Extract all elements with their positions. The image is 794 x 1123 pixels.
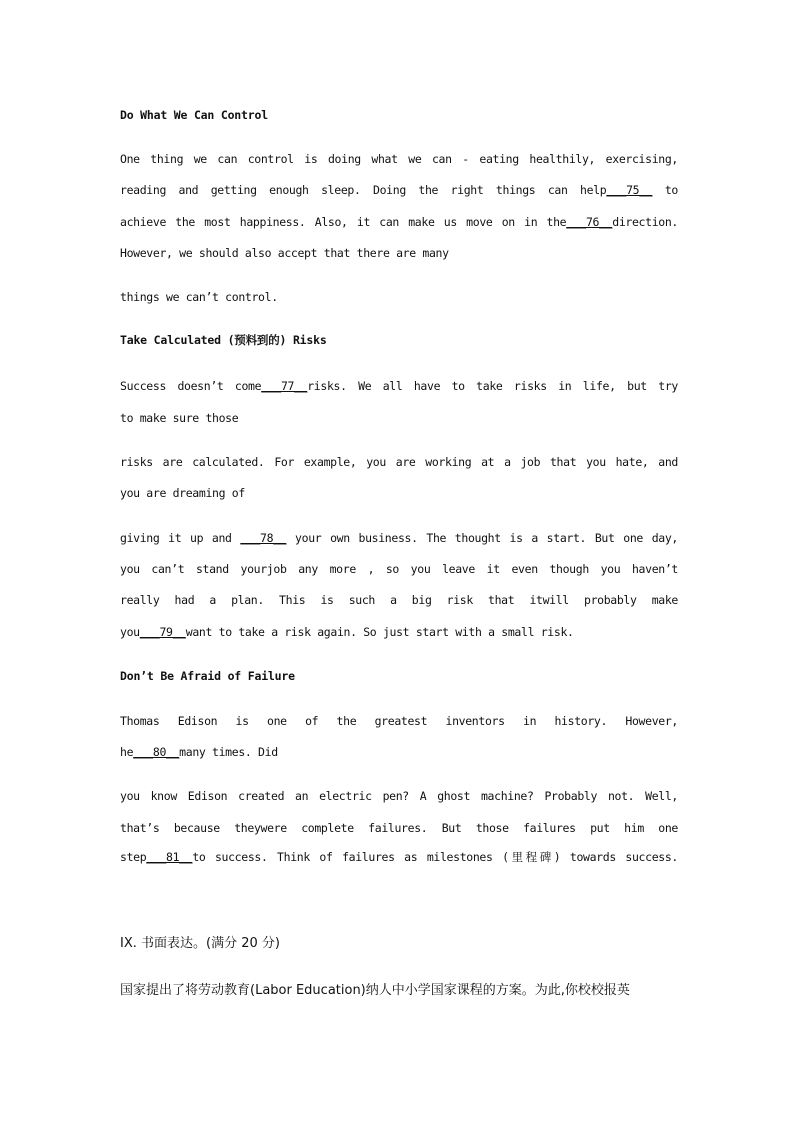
blank-78[interactable]: ___78__ [240,531,287,545]
paragraph-line: you know Edison created an electric pen? A ghost machine? Probably not. Well, [120,789,678,803]
paragraph-line: Success doesn’t come___77__risks. We all have to take risks in life, but try [120,379,678,393]
paragraph-line: to make sure those [120,411,239,425]
blank-77[interactable]: ___77__ [261,379,308,393]
heading-dont-be-afraid-of-failure: Don’t Be Afraid of Failure [120,669,295,683]
paragraph-line: giving it up and ___78__ your own business. The thought is a start. But one day, [120,531,679,545]
blank-76[interactable]: ___76__ [566,215,613,229]
paragraph-line: you can’t stand yourjob any more , so you leave it even though you haven’t [120,562,678,576]
paragraph-line: you___79__want to take a risk again. So just start with a small risk. [120,625,574,639]
paragraph-line: step___81__to success. Think of failures as milestones (里程碑) towards success. [120,850,678,864]
paragraph-line: you are dreaming of [120,486,245,500]
heading-take-calculated-risks: Take Calculated (预料到的) Risks [120,333,327,347]
paragraph-line: Thomas Edison is one of the greatest inventors in history. However, [120,714,678,728]
blank-80[interactable]: ___80__ [133,745,180,759]
blank-81[interactable]: ___81__ [146,850,193,864]
heading-writing-section: IX. 书面表达。(满分 20 分) [120,936,280,951]
paragraph-line: reading and getting enough sleep. Doing the right things can help___75__ to [120,183,678,197]
paragraph-line: achieve the most happiness. Also, it can make us move on in the___76__direction. [120,215,678,229]
paragraph-line: really had a plan. This is such a big risk that itwill probably make [120,593,678,607]
paragraph-line: that’s because theywere complete failures. But those failures put him one [120,821,678,835]
paragraph-line: risks are calculated. For example, you are working at a job that you hate, and [120,455,678,469]
paragraph-line: One thing we can control is doing what we can - eating healthily, exercising, [120,152,678,166]
blank-75[interactable]: ___75__ [606,183,653,197]
paragraph-line: However, we should also accept that there are many [120,246,449,260]
writing-prompt-line: 国家提出了将劳动教育(Labor Education)纳人中小学国家课程的方案。为此,你校校报英 [120,983,630,998]
paragraph-line: he___80__many times. Did [120,745,278,759]
paragraph-line: things we can’t control. [120,290,278,304]
heading-do-what-we-can-control: Do What We Can Control [120,108,268,122]
blank-79[interactable]: ___79__ [139,625,186,639]
